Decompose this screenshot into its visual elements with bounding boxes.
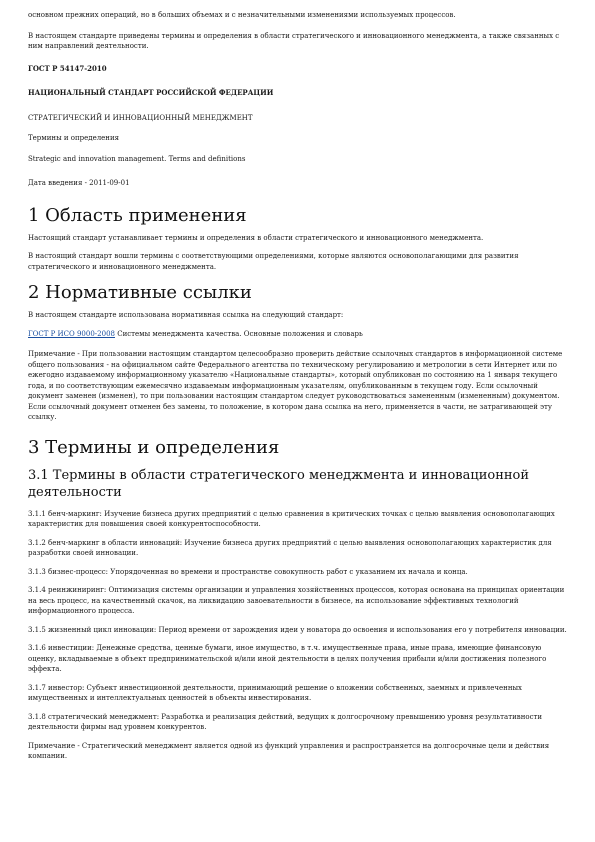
term-3-1-1: 3.1.1 бенч-маркинг: Изучение бизнеса других предприятий с целью сравнения в критических точках с целью выявления основополагающих характеристик для повышения своей конкурентоспособности. bbox=[28, 509, 555, 528]
term-3-1-7: 3.1.7 инвестор: Субъект инвестиционной деятельности, принимающий решение о вложении собственных, заемных и привлеченных имущественных и интеллектуальных ценностей в объекты инвестирования. bbox=[28, 683, 523, 702]
section-3-1-heading: 3.1 Термины в области стратегического менеджмента и инновационной деятельности bbox=[28, 467, 530, 500]
gost-iso-9000-link[interactable]: ГОСТ Р ИСО 9000-2008 bbox=[28, 329, 115, 338]
strategic-management-note: Примечание - Стратегический менеджмент является одной из функций управления и распространяется на долгосрочные цели и действия компании. bbox=[28, 741, 550, 760]
term-3-1-2: 3.1.2 бенч-маркинг в области инноваций: Изучение бизнеса других предприятий с целью выявления основополагающих характеристик для разработки своей инновации. bbox=[28, 538, 552, 557]
section-3-heading: 3 Термины и определения bbox=[28, 436, 280, 458]
term-3-1-4: 3.1.4 реинжиниринг: Оптимизация системы организации и управления хозяйственных процессов, которая основана на принципах ориентации на весь процесс, на качественный скачок, на ликвидацию завоевательности в бизнесе, на использование эффективных технологий информационного процесса. bbox=[28, 586, 565, 615]
term-3-1-3: 3.1.3 бизнес-процесс: Упорядоченная во времени и пространстве совокупность работ с указанием их начала и конца. bbox=[28, 567, 468, 576]
gost-number: ГОСТ Р 54147-2010 bbox=[28, 63, 107, 73]
document-page bbox=[28, 10, 568, 762]
section-1-paragraph-2: В настоящий стандарт вошли термины с соответствующими определениями, которые являются основополагающими для развития стратегического и инновационного менеджмента. bbox=[28, 252, 519, 271]
intro-line: основном прежних операций, но в больших объемах и с незначительными изменениями используемых процессов. bbox=[28, 11, 456, 19]
intro-scope-paragraph: В настоящем стандарте приведены термины и определения в области стратегического и инновационного менеджмента, а также связанных с ним направлений деятельности. bbox=[28, 31, 560, 50]
normative-reference-title: Системы менеджмента качества. Основные положения и словарь bbox=[114, 329, 363, 338]
normative-reference bbox=[28, 329, 568, 340]
section-1-paragraph-1: Настоящий стандарт устанавливает термины и определения в области стратегического и инновационного менеджмента. bbox=[28, 233, 484, 242]
section-1-heading: 1 Область применения bbox=[28, 204, 247, 226]
national-standard-title: НАЦИОНАЛЬНЫЙ СТАНДАРТ РОССИЙСКОЙ ФЕДЕРАЦИИ bbox=[28, 88, 274, 97]
section-2-paragraph-1: В настоящем стандарте использована нормативная ссылка на следующий стандарт: bbox=[28, 311, 344, 319]
subtitle-en: Strategic and innovation management. Terms and definitions bbox=[28, 154, 246, 163]
term-3-1-5: 3.1.5 жизненный цикл инновации: Период времени от зарождения идеи у новатора до освоения и использования его у потребителя инновации. bbox=[28, 625, 567, 634]
standard-title-caps: СТРАТЕГИЧЕСКИЙ И ИННОВАЦИОННЫЙ МЕНЕДЖМЕНТ bbox=[28, 113, 253, 122]
subtitle-ru: Термины и определения bbox=[28, 134, 120, 142]
date-of-introduction: Дата введения - 2011-09-01 bbox=[28, 179, 130, 187]
term-3-1-8: 3.1.8 стратегический менеджмент: Разработка и реализация действий, ведущих к долгосрочному превышению уровня результативности деятельности фирмы над уровнем конкурентов. bbox=[28, 712, 543, 731]
term-3-1-6: 3.1.6 инвестиции: Денежные средства, ценные бумаги, иное имущество, в т.ч. имущественные права, иные права, имеющие финансовую оценку, вкладываемые в объект предпринимательской и/или иной деятельности в целях получения прибыли и/или достижения полезного эффекта. bbox=[28, 644, 547, 673]
section-2-note: Примечание - При пользовании настоящим стандартом целесообразно проверить действие ссылочных стандартов в информационной системе общего пользования - на официальном сайте Федерального агентства по техническому регулированию и метрологии в сети Интернет или по ежегодно издаваемому информационному указателю «Национальные стандарты», который опубликован по состоянию на 1 января текущего года, и по соответствующим ежемесячно издаваемым информационным указателям, опубликованным в текущем году. Если ссылочный документ заменен (изменен), то при пользовании настоящим стандартом следует руководствоваться замененным (измененным) документом. Если ссылочный документ отменен без замены, то положение, в котором дана ссылка на него, применяется в части, не затрагивающей эту ссылку. bbox=[28, 350, 563, 421]
section-2-heading: 2 Нормативные ссылки bbox=[28, 282, 252, 303]
